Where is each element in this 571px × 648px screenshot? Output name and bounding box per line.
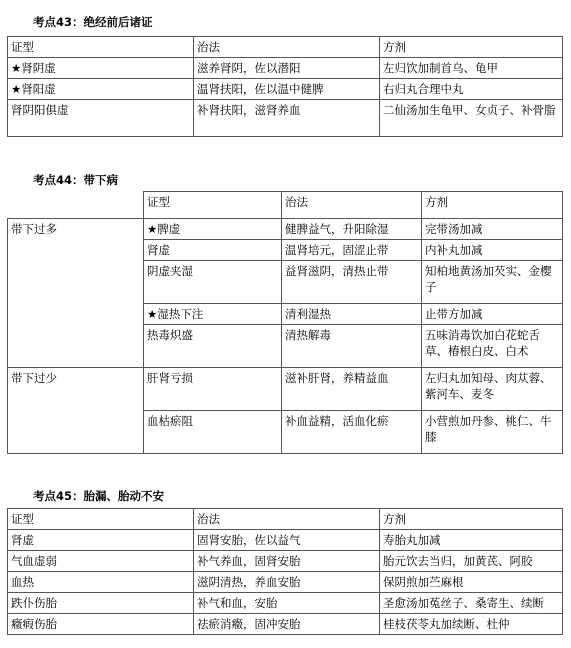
table-cell: 补血益精，活血化瘀 [282,411,422,454]
table-cell: 阴虚夹湿 [144,261,282,304]
table-cell: ★肾阳虚 [8,79,194,100]
section-43-title: 考点43：绝经前后诸证 [33,15,153,29]
table-row [8,572,563,593]
table-cell: 左归丸加知母、肉苁蓉、紫河车、麦冬 [422,368,563,411]
header-cell: 治法 [282,192,422,219]
table-header-row [8,509,563,530]
table-cell: 知柏地黄汤加芡实、金樱子 [422,261,563,304]
section-43-table [7,36,563,137]
table-cell: 内补丸加减 [422,240,563,261]
group-label: 带下过多 [8,219,144,368]
header-cell: 证型 [8,509,194,530]
table-row [8,530,563,551]
table-row [8,551,563,572]
table-cell: 圣愈汤加菟丝子、桑寄生、续断 [380,593,563,614]
header-cell: 方剂 [380,509,563,530]
section-45-title: 考点45：胎漏、胎动不安 [33,489,165,503]
table-cell: 左归饮加制首乌、龟甲 [380,58,563,79]
section-45-table [7,508,563,635]
table-cell: 清利湿热 [282,304,422,325]
table-cell: 补气养血，固肾安胎 [194,551,380,572]
table-cell: 健脾益气，升阳除湿 [282,219,422,240]
table-cell: 桂枝茯苓丸加续断、杜仲 [380,614,563,635]
table-cell: ★肾阴虚 [8,58,194,79]
table-header-row [8,37,563,58]
header-cell: 方剂 [380,37,563,58]
table-cell: 肾虚 [144,240,282,261]
header-cell: 证型 [144,192,282,219]
header-cell: 治法 [194,509,380,530]
section-44-title: 考点44：带下病 [33,173,119,187]
table-cell: 癥瘕伤胎 [8,614,194,635]
table-cell: 血热 [8,572,194,593]
table-cell: 完带汤加减 [422,219,563,240]
table-cell: 温肾培元，固涩止带 [282,240,422,261]
group-label: 带下过少 [8,368,144,454]
header-cell: 证型 [8,37,194,58]
table-cell: 固肾安胎，佐以益气 [194,530,380,551]
table-cell: 止带方加减 [422,304,563,325]
table-cell: 祛瘀消癥，固冲安胎 [194,614,380,635]
table-cell: 五味消毒饮加白花蛇舌草、椿根白皮、白术 [422,325,563,368]
table-row [8,219,563,240]
header-cell: 治法 [194,37,380,58]
table-row [8,79,563,100]
table-cell: 二仙汤加生龟甲、女贞子、补骨脂 [380,100,563,137]
table-row [8,58,563,79]
table-cell: 保阴煎加苎麻根 [380,572,563,593]
table-row [8,100,563,137]
table-row [8,593,563,614]
table-cell: 热毒炽盛 [144,325,282,368]
table-cell: 肾虚 [8,530,194,551]
table-cell: 右归丸合理中丸 [380,79,563,100]
table-cell: 滋养肾阴，佐以潜阳 [194,58,380,79]
table-cell: ★湿热下注 [144,304,282,325]
table-cell: 益肾滋阴，清热止带 [282,261,422,304]
table-row [8,614,563,635]
table-cell: 滋阴清热，养血安胎 [194,572,380,593]
table-cell: 补气和血，安胎 [194,593,380,614]
table-cell: 肾阴阳俱虚 [8,100,194,137]
table-header-row [8,192,563,219]
table-cell: 胎元饮去当归，加黄芪、阿胶 [380,551,563,572]
table-cell: 滋补肝肾，养精益血 [282,368,422,411]
table-cell: 小营煎加丹参、桃仁、牛膝 [422,411,563,454]
table-cell: 跌仆伤胎 [8,593,194,614]
table-cell: 温肾扶阳，佐以温中健脾 [194,79,380,100]
header-cell: 方剂 [422,192,563,219]
empty-cell [8,192,144,219]
table-cell: 清热解毒 [282,325,422,368]
table-row [8,368,563,411]
table-cell: 气血虚弱 [8,551,194,572]
table-cell: 肝肾亏损 [144,368,282,411]
section-44-table [7,191,563,454]
table-cell: ★脾虚 [144,219,282,240]
table-cell: 寿胎丸加减 [380,530,563,551]
table-cell: 补肾扶阳，滋肾养血 [194,100,380,137]
table-cell: 血枯瘀阻 [144,411,282,454]
